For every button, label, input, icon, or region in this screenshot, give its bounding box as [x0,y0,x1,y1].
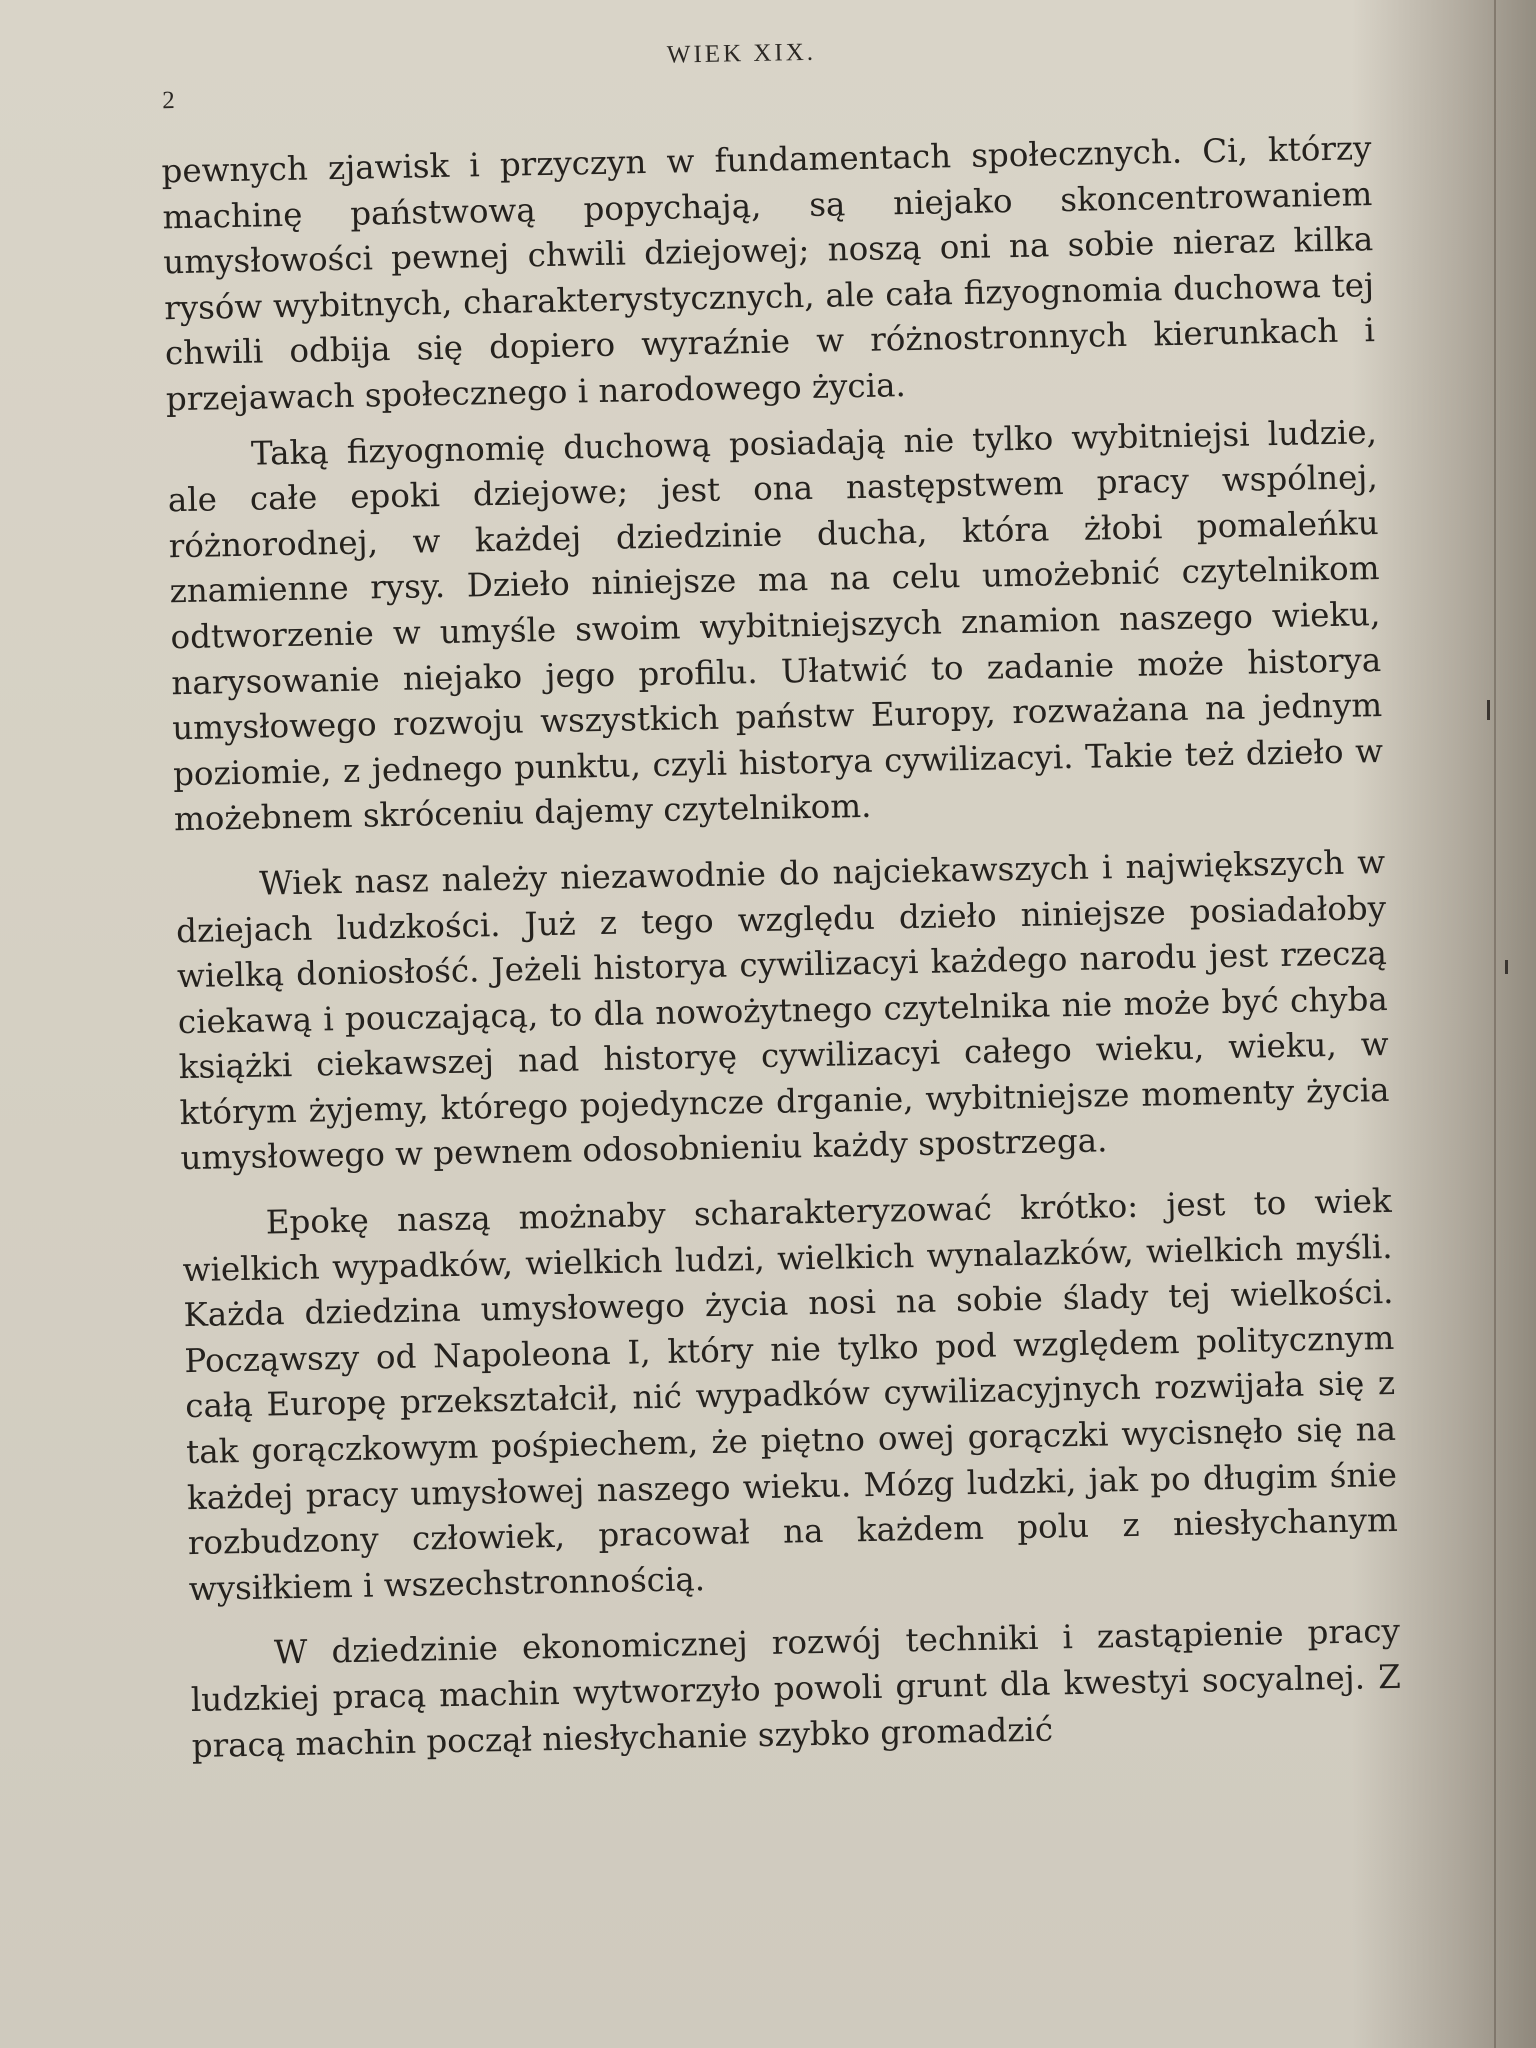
paragraph-3: Wiek nasz należy niezawodnie do najciekawszych i największych w dziejach ludzkości. Już z tego względu dzieło niniejsze posiadałoby wielką doniosłość. Jeżeli historya cywilizacyi każdego narodu jest rzeczą ciekawą i pouczającą, to dla nowożytnego czytelnika nie może być chyba książki ciekawszej nad historyę cywilizacyi całego wieku, wieku, w którym żyjemy, którego pojedyncze drganie, wybitniejsze momenty życia umysłowego w pewnem odosobnieniu każdy spostrzega. [175,842,1390,1178]
paragraph-1: pewnych zjawisk i przyczyn w fundamentach społecznych. Ci, którzy machinę państwową popychają, są niejako skoncentrowaniem umysłowości pewnej chwili dziejowej; noszą oni na sobie nieraz kilka rysów wybitnych, charakterystycznych, ale cała fizyognomia duchowa tej chwili odbija się dopiero wyraźnie w różnostronnych kierunkach i przejawach społecznego i narodowego życia. [161,129,1376,419]
paragraph-5: W dziedzinie ekonomicznej rozwój techniki i zastąpienie pracy ludzkiej pracą machin wytworzyło powoli grunt dla kwestyi socyalnej. Z pracą machin począł niesłychanie szybko gromadzić [190,1612,1402,1765]
body-text [161,126,1402,1779]
page-number: 2 [161,87,176,115]
paragraph-4: Epokę naszą możnaby scharakteryzować krótko: jest to wiek wielkich wypadków, wielkich ludzi, wielkich wynalazków, wielkich myśli. Każda dziedzina umysłowego życia nosi na sobie ślady tej wielkości. Począwszy od Napoleona I, który nie tylko pod względem politycznym całą Europę przekształcił, nić wypadków cywilizacyjnych rozwijała się z tak gorączkowym pośpiechem, że piętno owej gorączki wycisnęło się na każdej pracy umysłowej naszego wieku. Mózg ludzki, jak po długim śnie rozbudzony człowiek, pracował na każdem polu z niesłychanym wysiłkiem i wszechstronnością. [182,1181,1399,1608]
paragraph-2: Taką fizyognomię duchową posiadają nie tylko wybitniejsi ludzie, ale całe epoki dziejowe; jest ona następstwem pracy wspólnej, różnorodnej, w każdej dziedzinie ducha, która żłobi pomaleńku znamienne rysy. Dzieło niniejsze ma na celu umożebnić czytelnikom odtworzenie w umyśle swoim wybitniejszych znamion naszego wieku, narysowanie niejako jego profilu. Ułatwić to zadanie może historya umysłowego rozwoju wszystkich państw Europy, rozważana na jednym poziomie, z jednego punktu, czyli historya cywilizacyi. Takie też dzieło w możebnem skróceniu dajemy czytelnikom. [167,412,1384,839]
margin-mark [1487,700,1490,720]
margin-mark [1505,960,1508,974]
page-edge-shadow [1494,0,1496,2048]
running-header: WIEK XIX. [666,38,817,69]
book-page [41,7,1479,2044]
